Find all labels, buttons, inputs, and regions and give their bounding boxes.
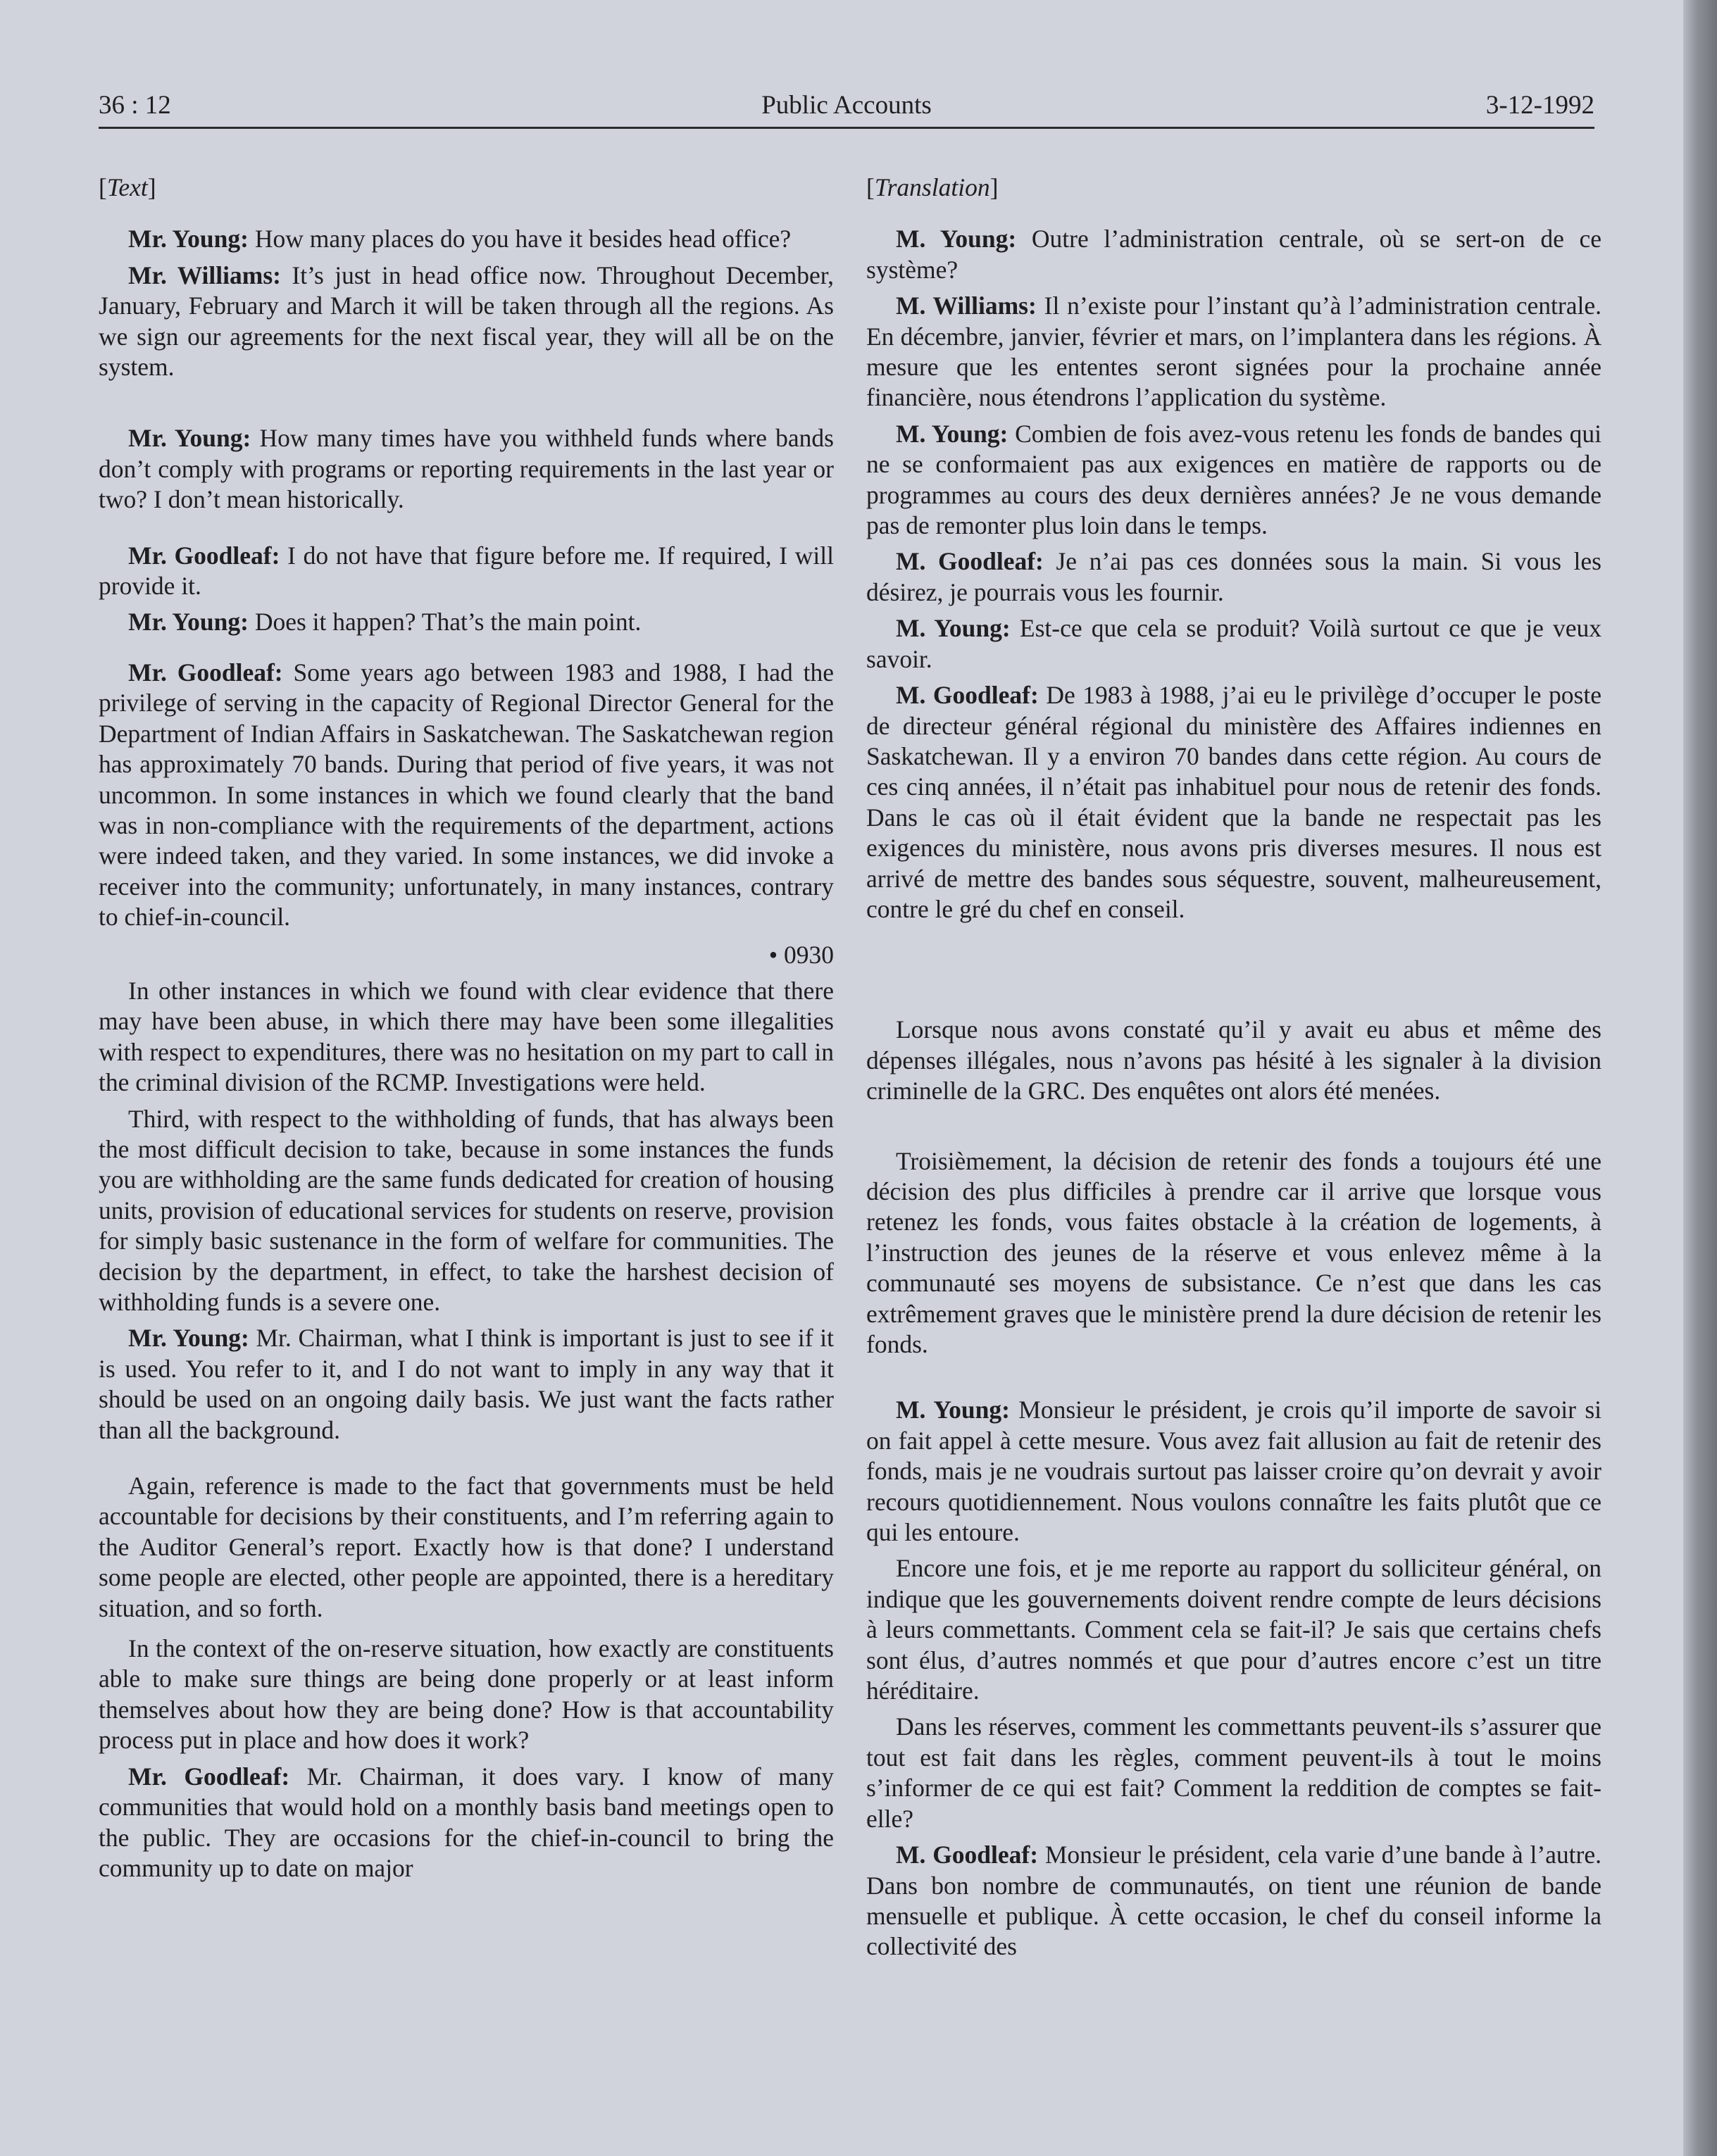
paragraph: Dans les réserves, comment les commettants peuvent-ils s’assurer que tout est fait dans les règles, comment peuvent-ils à tout le moins s’informer de ce qui est fait? Comment la reddition de comptes se fait-elle? — [866, 1712, 1602, 1833]
time-stamp: • 0930 — [768, 940, 834, 969]
publication-date: 3-12-1992 — [1485, 91, 1594, 120]
paragraph: Mr. Young: How many places do you have it besides head office? — [128, 225, 792, 253]
speaker-name: M. Young: — [896, 225, 1017, 253]
page-binding-edge — [1683, 0, 1717, 2156]
speaker-name: M. Goodleaf: — [896, 1841, 1039, 1869]
running-header — [99, 90, 1594, 129]
paragraph: Lorsque nous avons constaté qu’il y avait eu abus et même des dépenses illégales, nous n’avons pas hésité à les signaler à la division criminelle de la GRC. Des enquêtes ont alors été menées. — [866, 1015, 1602, 1105]
french-column — [866, 173, 1602, 1962]
english-column — [99, 173, 834, 1884]
speaker-name: Mr. Young: — [128, 1324, 249, 1353]
paragraph: Mr. Goodleaf: I do not have that figure before me. If required, I will provide it. — [99, 541, 835, 601]
paragraph: M. Goodleaf: Je n’ai pas ces données sous la main. Si vous les désirez, je pourrais vous les fournir. — [866, 547, 1602, 606]
speaker-name: M. Young: — [896, 419, 1009, 448]
paragraph: Mr. Young: Mr. Chairman, what I think is important is just to see if it is used. You refer to it, and I do not want to imply in any way that it should be used on an ongoing daily basis. We just want the facts rather than all the background. — [99, 1324, 834, 1444]
paragraph: Again, reference is made to the fact that governments must be held accountable for decisions by their constituents, and I’m referring again to the Auditor General’s report. Exactly how is that done? I understand some people are elected, other people are appointed, there is a hereditary situation, and so forth. — [99, 1472, 834, 1622]
column-label: [Text] — [99, 173, 156, 201]
paragraph: M. Williams: Il n’existe pour l’instant qu’à l’administration centrale. En décembre, janvier, février et mars, on l’implantera dans les régions. À mesure que les ententes seront signées pour la prochaine année financière, nous étendrons l’application du système. — [866, 292, 1602, 412]
publication-title: Public Accounts — [761, 91, 932, 120]
paragraph: Mr. Goodleaf: Some years ago between 1983 and 1988, I had the privilege of serving in the capacity of Regional Director General for the Department of Indian Affairs in Saskatchewan. The Saskatchewan region has approximately 70 bands. During that period of five years, it was not uncommon. In some instances in which we found clearly that the band was in non-compliance with the requirements of the department, actions were indeed taken, and they varied. In some instances, we did invoke a receiver into the community; unfortunately, in many instances, contrary to chief-in-council. — [99, 658, 835, 932]
speaker-name: Mr. Young: — [128, 608, 249, 637]
speaker-name: Mr. Williams: — [128, 261, 281, 289]
paragraph: M. Young: Est-ce que cela se produit? Voilà surtout ce que je veux savoir. — [866, 614, 1602, 673]
paragraph: In the context of the on-reserve situation, how exactly are constituents able to make sure things are being done properly or at least inform themselves about how they are being done? How is that accountability process put in place and how does it work? — [99, 1634, 834, 1755]
paragraph: M. Young: Combien de fois avez-vous retenu les fonds de bandes qui ne se conformaient pas aux exigences en matière de rapports ou de programmes au cours des deux dernières années? Je ne vous demande pas de remonter plus loin dans le temps. — [866, 419, 1602, 540]
speaker-name: Mr. Goodleaf: — [128, 1762, 290, 1791]
paragraph: M. Goodleaf: Monsieur le président, cela varie d’une bande à l’autre. Dans bon nombre de communautés, on tient une réunion de bande mensuelle et publique. À cette occasion, le chef du conseil informe la collectivité des — [866, 1841, 1602, 1961]
speaker-name: Mr. Young: — [128, 225, 249, 253]
speaker-name: M. Young: — [896, 614, 1011, 643]
paragraph: M. Young: Monsieur le président, je crois qu’il importe de savoir si on fait appel à cette mesure. Vous avez fait allusion au fait de retenir des fonds, mais je ne voudrais surtout pas laisser croire qu’on devrait y avoir recours quotidiennement. Nous voulons connaître les faits plutôt que ce qui les entoure. — [866, 1396, 1602, 1547]
paragraph: M. Young: Outre l’administration centrale, où se sert-on de ce système? — [866, 225, 1602, 284]
paragraph: M. Goodleaf: De 1983 à 1988, j’ai eu le privilège d’occuper le poste de directeur général régional du ministère des Affaires indiennes en Saskatchewan. Il y a environ 70 bandes dans cette région. Au cours de ces cinq années, il n’était pas inhabituel pour nous de retenir des fonds. Dans le cas où il était évident que la bande ne respectait pas les exigences du ministère, nous avons pris diverses mesures. Il nous est arrivé de mettre des bandes sous séquestre, souvent, malheureusement, contre le gré du chef en conseil. — [866, 681, 1602, 923]
speaker-name: M. Goodleaf: — [896, 547, 1044, 576]
speaker-name: Mr. Young: — [128, 424, 251, 453]
paragraph: Third, with respect to the withholding of funds, that has always been the most difficult decision to take, because in some instances the funds you are withholding are the same funds dedicated for creation of housing units, provision of educational services for students on reserve, provision for simply basic sustenance in the form of welfare for communities. The decision by the department, in effect, to take the harshest decision of withholding funds is a severe one. — [99, 1104, 834, 1316]
page-number: 36 : 12 — [99, 91, 171, 120]
paragraph: Troisièmement, la décision de retenir des fonds a toujours été une décision des plus difficiles à prendre car il arrive que lorsque vous retenez les fonds, vous faites obstacle à la création de logements, à l’instruction des jeunes de la réserve et vous enlevez même à la communauté ses moyens de subsistance. Ce n’est que dans les cas extrêmement graves que le ministère prend la dure décision de retenir les fonds. — [866, 1146, 1602, 1358]
paragraph: Mr. Young: Does it happen? That’s the main point. — [128, 608, 642, 637]
paragraph: Mr. Williams: It’s just in head office now. Throughout December, January, February and March it will be taken through all the regions. As we sign our agreements for the next fiscal year, they will all be on the system. — [99, 261, 834, 382]
speaker-name: M. Goodleaf: — [896, 681, 1039, 710]
speaker-name: Mr. Goodleaf: — [128, 541, 280, 570]
speaker-name: M. Williams: — [896, 292, 1037, 320]
speaker-name: Mr. Goodleaf: — [128, 658, 283, 687]
speaker-name: M. Young: — [896, 1396, 1010, 1424]
column-label: [Translation] — [866, 173, 999, 201]
paragraph: In other instances in which we found with clear evidence that there may have been abuse, in which there may have been some illegalities with respect to expenditures, there was no hesitation on my part to call in the criminal division of the RCMP. Investigations were held. — [99, 976, 834, 1097]
paragraph: Mr. Young: How many times have you withheld funds where bands don’t comply with programs or reporting requirements in the last year or two? I don’t mean historically. — [99, 424, 834, 514]
paragraph: Mr. Goodleaf: Mr. Chairman, it does vary. I know of many communities that would hold on a monthly basis band meetings open to the public. They are occasions for the chief-in-council to bring the community up to date on major — [99, 1762, 835, 1882]
paragraph: Encore une fois, et je me reporte au rapport du solliciteur général, on indique que les gouvernements doivent rendre compte de leurs décisions à leurs commettants. Comment cela se fait-il? Je sais que certains chefs sont élus, d’autres nommés et que pour d’autres encore c’est un titre héréditaire. — [866, 1554, 1602, 1705]
